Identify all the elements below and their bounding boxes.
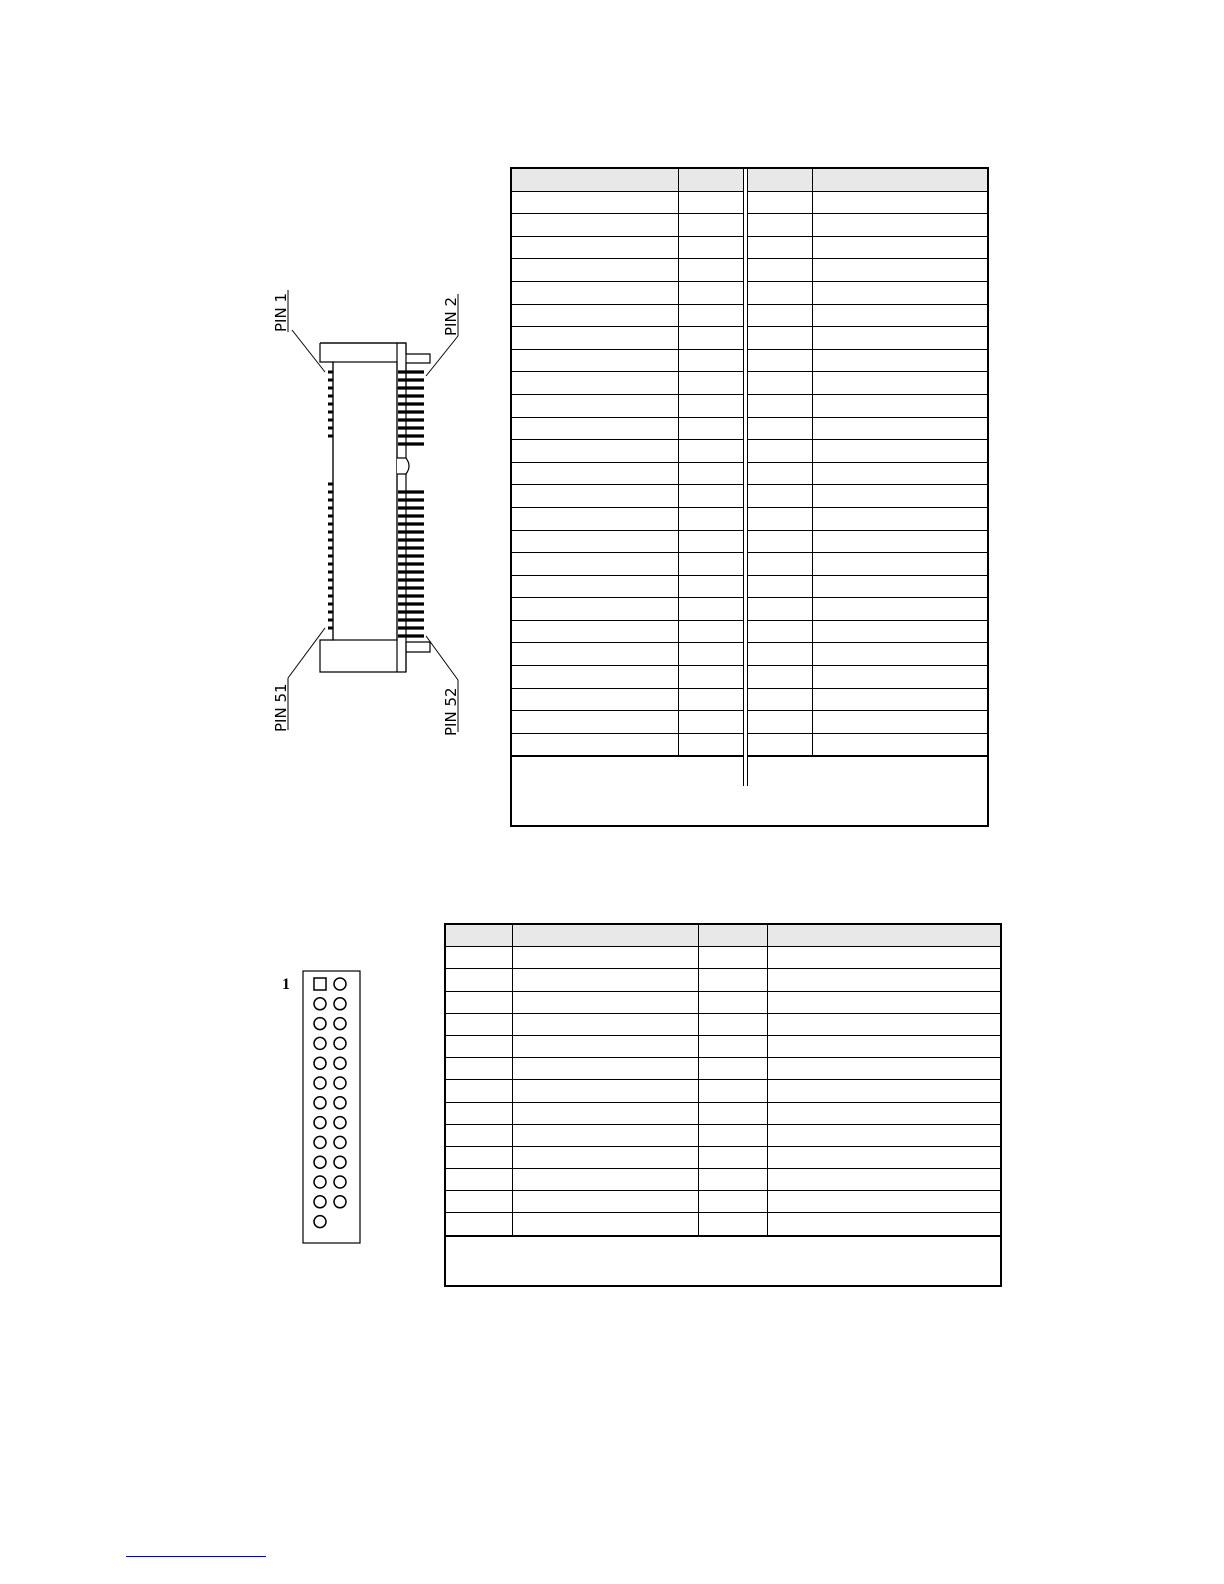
table-cell (512, 1169, 699, 1191)
table-cell (511, 372, 678, 395)
table-cell (699, 991, 767, 1013)
table-cell (678, 462, 744, 485)
table-cell (445, 1213, 512, 1236)
table-cell (744, 575, 812, 598)
table-cell (678, 530, 744, 553)
table-cell (511, 259, 678, 282)
table-cell (445, 1191, 512, 1213)
table-cell (812, 507, 988, 530)
table-row (511, 394, 988, 417)
table-cell (812, 440, 988, 463)
table-row (511, 462, 988, 485)
table-cell (511, 733, 678, 756)
pin-51-label: PIN 51 (272, 683, 290, 732)
header-table-note (444, 1237, 1002, 1287)
table-cell (678, 259, 744, 282)
table-cell (812, 417, 988, 440)
table-cell (511, 327, 678, 350)
table-cell (812, 530, 988, 553)
table-cell (445, 1146, 512, 1168)
table-cell (511, 575, 678, 598)
connector-diagram (240, 280, 480, 750)
table-cell (744, 620, 812, 643)
table-cell (678, 620, 744, 643)
table-cell (812, 462, 988, 485)
table-cell (744, 440, 812, 463)
table-cell (445, 924, 512, 947)
table-cell (744, 553, 812, 576)
table-cell (812, 598, 988, 621)
table-cell (699, 1102, 767, 1124)
table-cell (678, 666, 744, 689)
table-row (511, 733, 988, 756)
table-cell (767, 1191, 1001, 1213)
table-cell (678, 688, 744, 711)
table-row (445, 947, 1001, 969)
table-cell (744, 530, 812, 553)
pin-1-label: PIN 1 (272, 292, 290, 332)
table-cell (678, 394, 744, 417)
table-cell (678, 372, 744, 395)
table-cell (744, 417, 812, 440)
table-cell (678, 440, 744, 463)
table-cell (744, 372, 812, 395)
table-cell (699, 1191, 767, 1213)
table-row (445, 1124, 1001, 1146)
table-cell (678, 598, 744, 621)
table-cell (699, 947, 767, 969)
table-row (511, 688, 988, 711)
table-cell (678, 711, 744, 734)
table-cell (678, 643, 744, 666)
table-cell (767, 947, 1001, 969)
table-cell (699, 1213, 767, 1236)
table-cell (744, 236, 812, 259)
table-cell (511, 417, 678, 440)
table-cell (511, 191, 678, 214)
table-cell (445, 1013, 512, 1035)
table-row (445, 1169, 1001, 1191)
table-row (511, 214, 988, 237)
table-row (445, 969, 1001, 991)
table-cell (512, 1146, 699, 1168)
table-cell (812, 711, 988, 734)
table-cell (812, 191, 988, 214)
table-cell (678, 575, 744, 598)
table-cell (812, 553, 988, 576)
table-cell (445, 991, 512, 1013)
table-cell (445, 1169, 512, 1191)
table-row (445, 991, 1001, 1013)
table-cell (744, 643, 812, 666)
table-cell (699, 1058, 767, 1080)
table-cell (511, 214, 678, 237)
table-cell (699, 969, 767, 991)
table-row (445, 1058, 1001, 1080)
table-cell (767, 991, 1001, 1013)
table-cell (511, 394, 678, 417)
table-cell (812, 485, 988, 508)
table-row (511, 507, 988, 530)
table-cell (744, 191, 812, 214)
table-cell (512, 947, 699, 969)
table-cell (812, 168, 988, 191)
table-cell (445, 1080, 512, 1102)
table-row (511, 553, 988, 576)
table-cell (511, 236, 678, 259)
table-row (511, 281, 988, 304)
table-cell (678, 236, 744, 259)
table-cell (511, 485, 678, 508)
table-cell (812, 733, 988, 756)
table-cell (678, 214, 744, 237)
header-pin-one-label: 1 (282, 976, 290, 993)
table-cell (511, 168, 678, 191)
pin-2-label: PIN 2 (442, 296, 460, 336)
table-header-row (511, 168, 988, 191)
table-row (445, 1013, 1001, 1035)
table-cell (511, 349, 678, 372)
table-cell (678, 349, 744, 372)
table-row (445, 1035, 1001, 1057)
table-row (511, 643, 988, 666)
table-cell (812, 236, 988, 259)
table-cell (744, 688, 812, 711)
table-cell (812, 666, 988, 689)
table-row (511, 620, 988, 643)
footer-link-underline[interactable] (126, 1556, 266, 1557)
table-cell (767, 1124, 1001, 1146)
table-cell (744, 394, 812, 417)
table-cell (744, 666, 812, 689)
table-cell (744, 168, 812, 191)
table-cell (511, 304, 678, 327)
table-row (445, 1146, 1001, 1168)
table-cell (512, 991, 699, 1013)
table-row (511, 349, 988, 372)
table-cell (767, 1035, 1001, 1057)
table-cell (699, 1146, 767, 1168)
table-cell (744, 507, 812, 530)
table-cell (812, 688, 988, 711)
table-cell (511, 507, 678, 530)
pin-header-diagram (302, 970, 362, 1246)
table-cell (812, 281, 988, 304)
table-row (511, 440, 988, 463)
table-cell (445, 1058, 512, 1080)
table-row (511, 666, 988, 689)
table-cell (512, 1102, 699, 1124)
table-cell (678, 507, 744, 530)
table-cell (812, 372, 988, 395)
connector-pin-table (510, 167, 989, 827)
table-cell (767, 1102, 1001, 1124)
table-cell (445, 1124, 512, 1146)
table-row (445, 1191, 1001, 1213)
table-cell (812, 575, 988, 598)
table-cell (812, 304, 988, 327)
table-row (511, 575, 988, 598)
table-cell (511, 440, 678, 463)
table-cell (512, 1058, 699, 1080)
table-cell (812, 620, 988, 643)
table-cell (445, 969, 512, 991)
table-row (511, 259, 988, 282)
table-cell (511, 688, 678, 711)
table-row (511, 372, 988, 395)
table-cell (744, 733, 812, 756)
table-cell (511, 530, 678, 553)
table-cell (699, 1013, 767, 1035)
table-cell (744, 598, 812, 621)
table-cell (511, 462, 678, 485)
table-cell (812, 327, 988, 350)
table-cell (678, 417, 744, 440)
table-cell (812, 394, 988, 417)
table-cell (767, 1213, 1001, 1236)
pin-52-label: PIN 52 (442, 687, 460, 736)
table-cell (512, 1035, 699, 1057)
table-cell (511, 666, 678, 689)
table-cell (512, 1124, 699, 1146)
table-cell (744, 349, 812, 372)
table-cell (812, 214, 988, 237)
table-cell (678, 281, 744, 304)
column-divider (743, 169, 748, 786)
table-cell (699, 1124, 767, 1146)
table-row (445, 1213, 1001, 1236)
table-row (511, 598, 988, 621)
table-cell (678, 733, 744, 756)
table-cell (512, 1013, 699, 1035)
table-row (511, 304, 988, 327)
header-pin-table (444, 923, 1002, 1287)
table-cell (767, 969, 1001, 991)
table-cell (445, 1102, 512, 1124)
table-cell (767, 1080, 1001, 1102)
table-cell (678, 168, 744, 191)
table-cell (744, 462, 812, 485)
table-cell (512, 1213, 699, 1236)
table-cell (744, 304, 812, 327)
table-cell (512, 969, 699, 991)
table-cell (678, 304, 744, 327)
table-cell (511, 643, 678, 666)
table-cell (744, 259, 812, 282)
table-row (511, 530, 988, 553)
table-cell (744, 711, 812, 734)
table-row (511, 711, 988, 734)
table-cell (512, 1191, 699, 1213)
table-cell (445, 947, 512, 969)
table-row (511, 236, 988, 259)
table-cell (699, 1035, 767, 1057)
table-cell (699, 1169, 767, 1191)
table-cell (744, 327, 812, 350)
table-row (511, 327, 988, 350)
table-cell (744, 485, 812, 508)
table-cell (767, 1146, 1001, 1168)
table-row (511, 191, 988, 214)
table-cell (767, 1169, 1001, 1191)
table-cell (678, 327, 744, 350)
table-cell (812, 643, 988, 666)
table-row (445, 1080, 1001, 1102)
table-cell (511, 281, 678, 304)
table-cell (511, 553, 678, 576)
table-cell (812, 349, 988, 372)
table-cell (678, 485, 744, 508)
table-cell (678, 191, 744, 214)
table-cell (445, 1035, 512, 1057)
table-row (511, 485, 988, 508)
table-cell (512, 924, 699, 947)
table-cell (699, 1080, 767, 1102)
table-cell (512, 1080, 699, 1102)
table-header-row (445, 924, 1001, 947)
table-cell (767, 1013, 1001, 1035)
table-cell (744, 281, 812, 304)
table-cell (678, 553, 744, 576)
table-row (511, 417, 988, 440)
connector-table-note (510, 757, 989, 827)
table-cell (511, 711, 678, 734)
table-cell (699, 924, 767, 947)
table-cell (511, 598, 678, 621)
table-cell (812, 259, 988, 282)
table-cell (511, 620, 678, 643)
table-cell (767, 1058, 1001, 1080)
table-row (445, 1102, 1001, 1124)
table-cell (744, 214, 812, 237)
table-cell (767, 924, 1001, 947)
